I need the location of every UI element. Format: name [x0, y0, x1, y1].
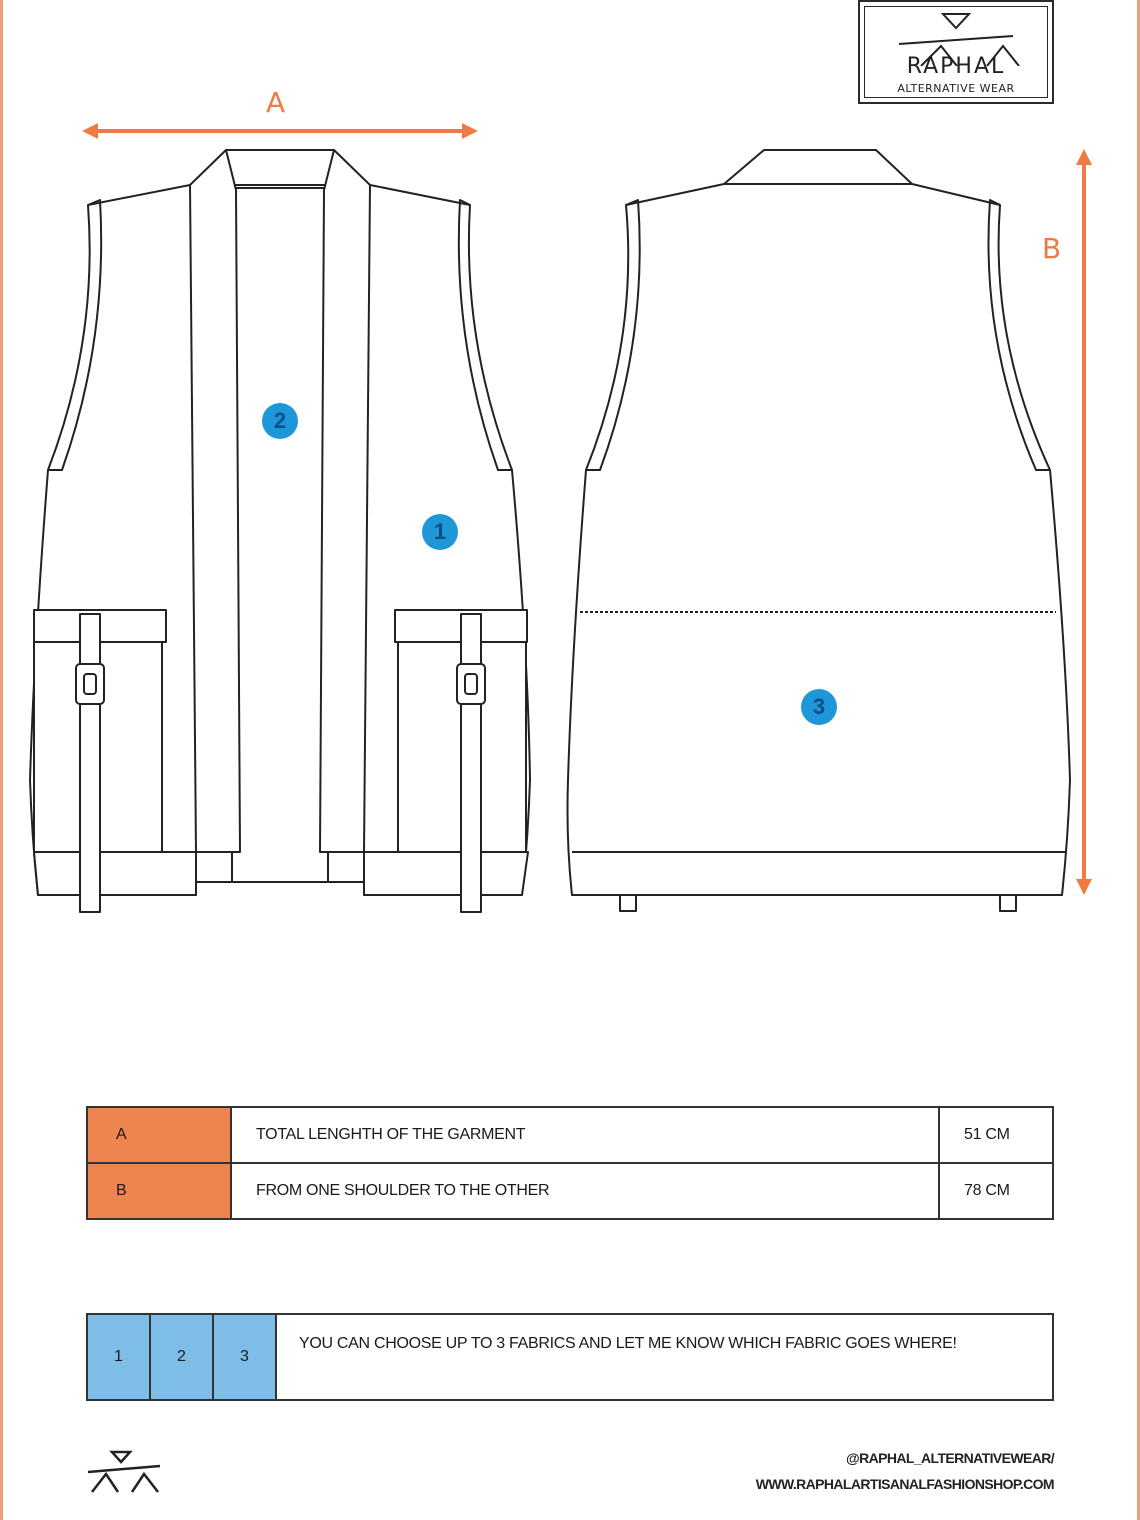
dimension-b-label: B — [1042, 232, 1062, 265]
fabric-marker-2: 2 — [262, 403, 298, 439]
footer-website: WWW.RAPHALARTISANALFASHIONSHOP.COM — [755, 1476, 1054, 1492]
brand-logo — [858, 0, 1054, 104]
footer-social-handle: @RAPHAL_ALTERNATIVEWEAR/ — [846, 1450, 1054, 1466]
measurement-key: A — [87, 1107, 231, 1163]
vest-back-view — [568, 150, 1071, 911]
measurement-description: TOTAL LENGHTH OF THE GARMENT — [231, 1107, 939, 1163]
measurement-description: FROM ONE SHOULDER TO THE OTHER — [231, 1163, 939, 1219]
fabric-option-3: 3 — [213, 1314, 276, 1400]
fabric-option-1: 1 — [87, 1314, 150, 1400]
footer-logo-icon — [86, 1448, 162, 1494]
fabric-note: YOU CAN CHOOSE UP TO 3 FABRICS AND LET ME KNOW WHICH FABRIC GOES WHERE! — [276, 1314, 1053, 1400]
logo-wordmark: RAPHAL — [906, 54, 1006, 79]
measurements-table — [86, 1106, 1054, 1220]
measurement-value: 78 CM — [939, 1163, 1053, 1219]
dimension-a-label: A — [266, 86, 286, 119]
measurement-value: 51 CM — [939, 1107, 1053, 1163]
logo-tagline: ALTERNATIVE WEAR — [897, 82, 1015, 95]
table-row — [87, 1314, 1053, 1400]
measurement-key: B — [87, 1163, 231, 1219]
fabric-choice-table — [86, 1313, 1054, 1401]
table-row — [87, 1163, 1053, 1219]
fabric-marker-1: 1 — [422, 514, 458, 550]
table-row — [87, 1107, 1053, 1163]
fabric-option-2: 2 — [150, 1314, 213, 1400]
fabric-marker-3: 3 — [801, 689, 837, 725]
